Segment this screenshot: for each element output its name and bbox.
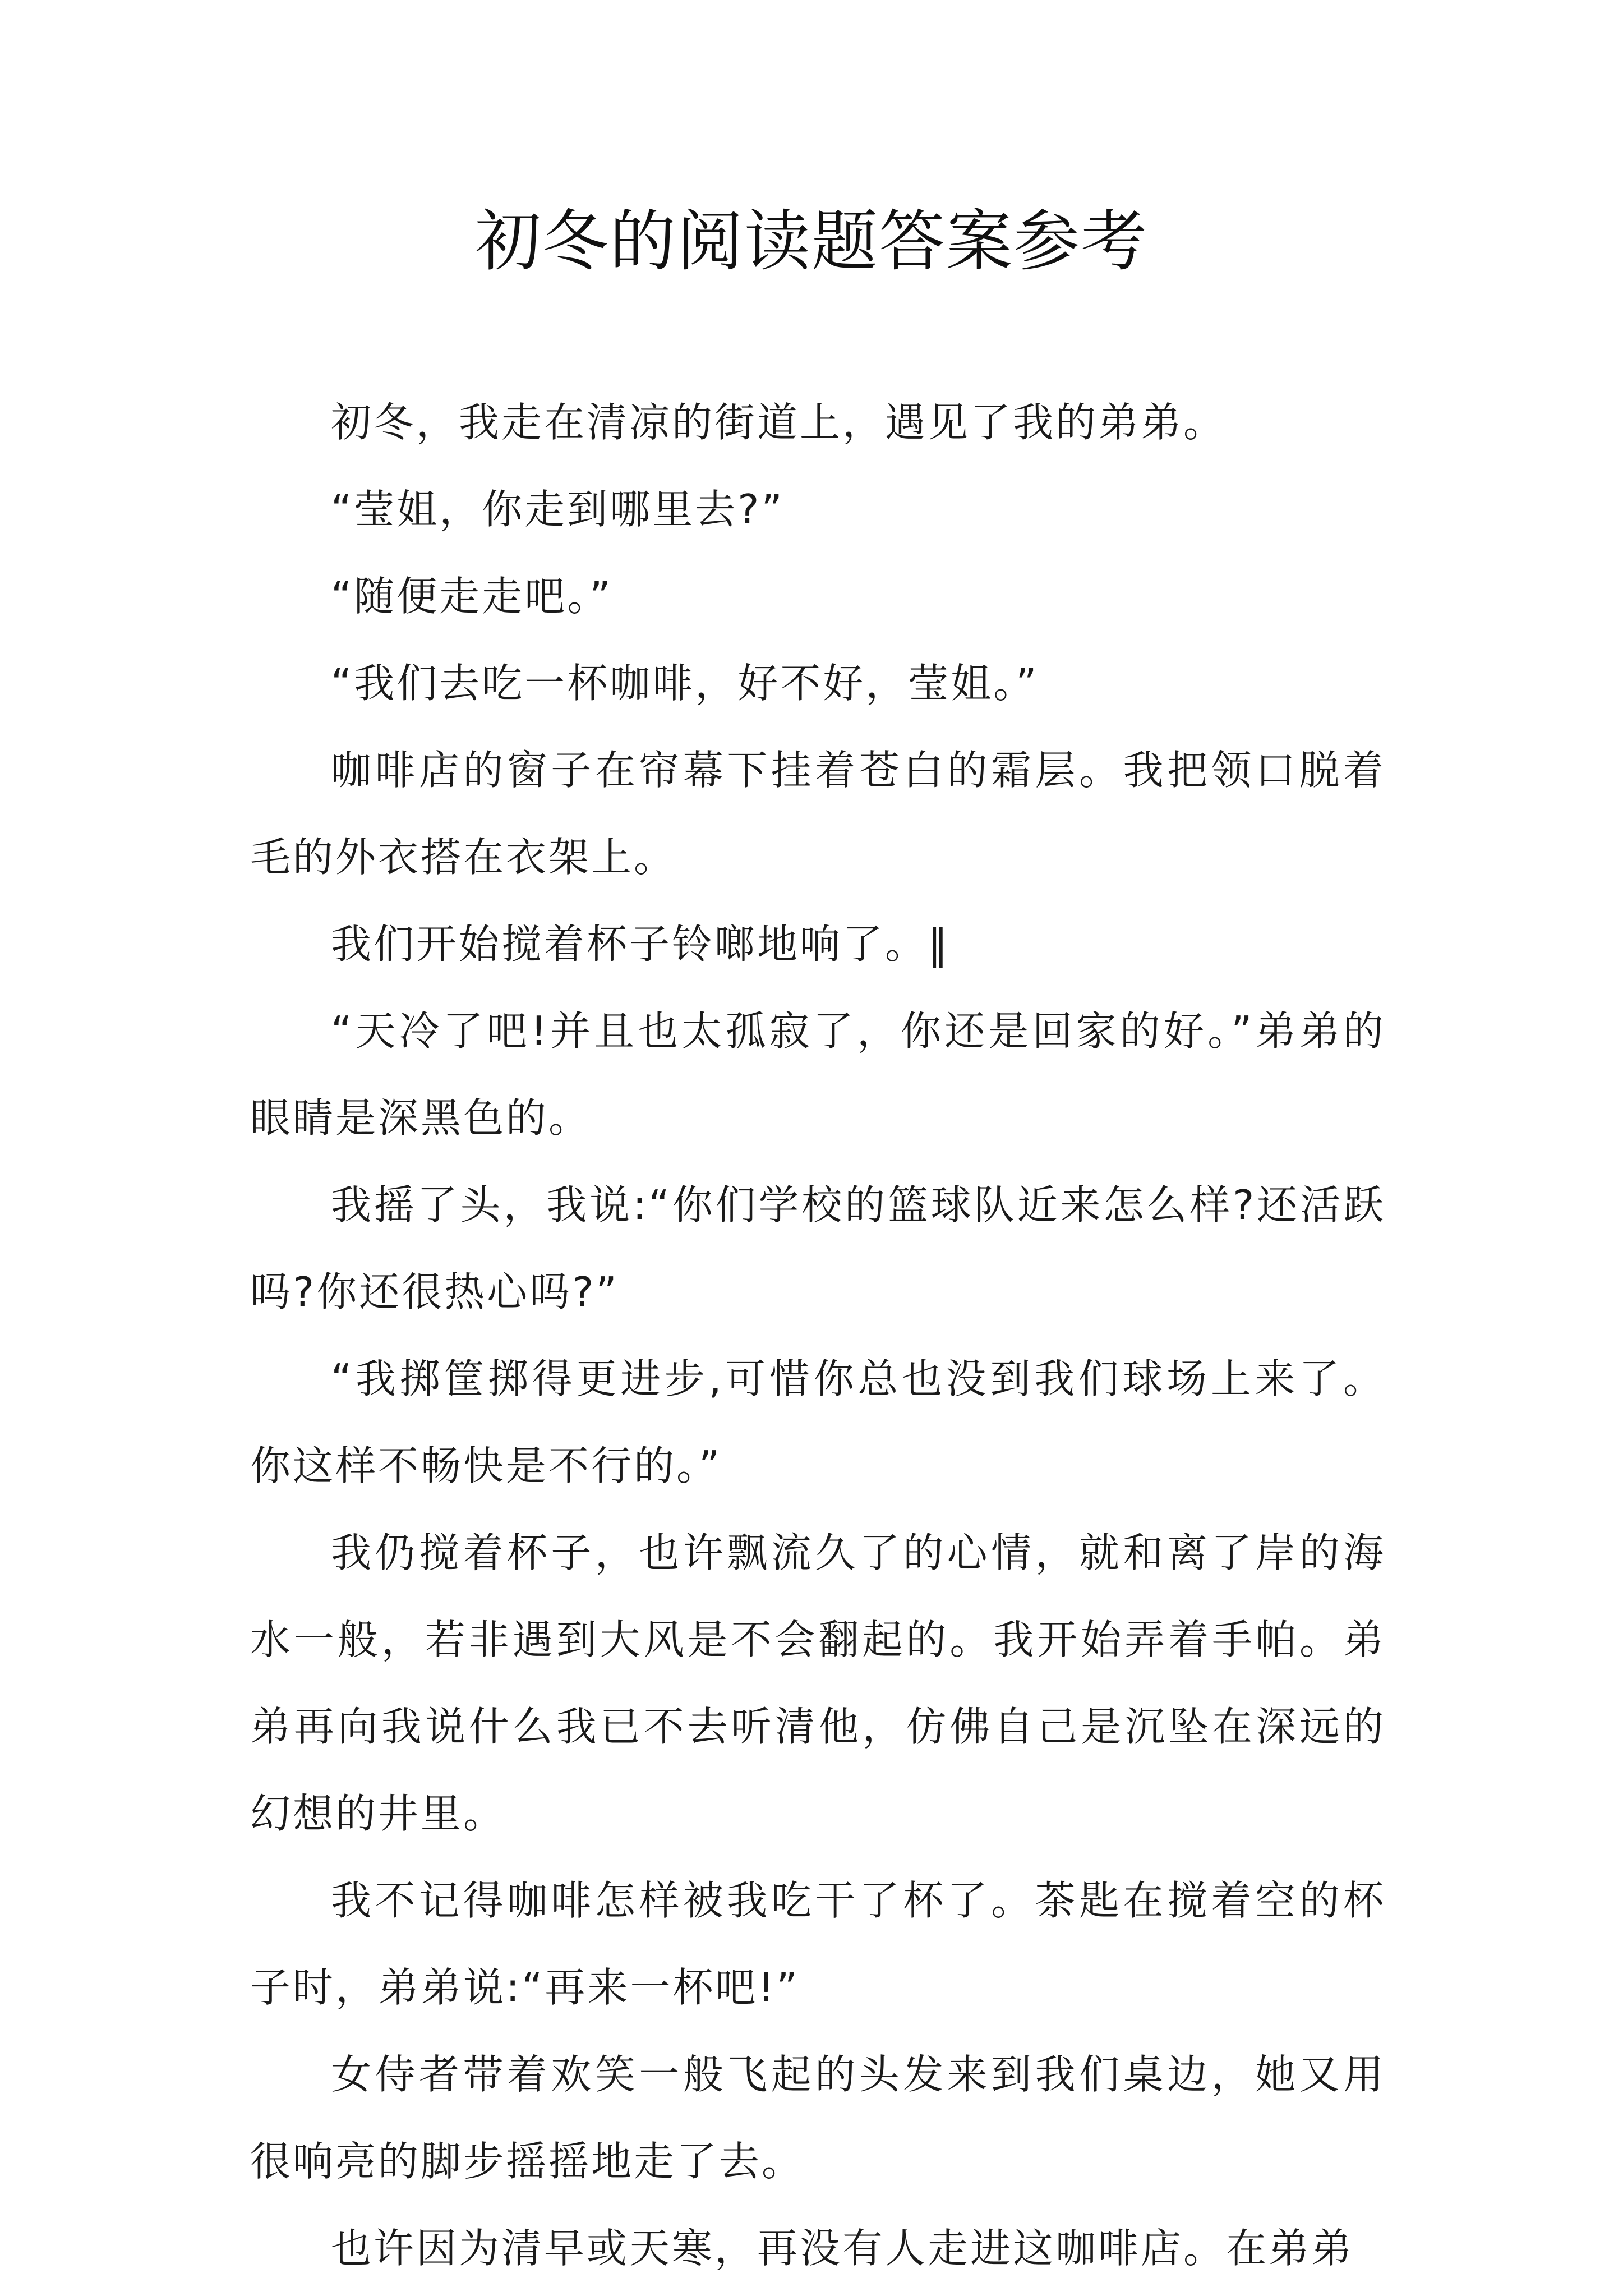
paragraph: 我不记得咖啡怎样被我吃干了杯了。茶匙在搅着空的杯子时，弟弟说:“再来一杯吧!” bbox=[250, 1877, 1386, 2011]
paragraph: “天冷了吧!并且也太孤寂了，你还是回家的好。”弟弟的眼睛是深黑色的。 bbox=[250, 1007, 1386, 1142]
paragraph: “随便走走吧。” bbox=[331, 573, 613, 620]
paragraph: 我摇了头，我说:“你们学校的篮球队近来怎么样?还活跃吗?你还很热心吗?” bbox=[250, 1181, 1386, 1315]
paragraph: 咖啡店的窗子在帘幕下挂着苍白的霜层。我把领口脱着毛的外衣搭在衣架上。 bbox=[250, 747, 1386, 881]
document-body bbox=[250, 379, 1386, 2292]
paragraph: “莹姐，你走到哪里去?” bbox=[331, 486, 785, 533]
paragraph: “我掷筐掷得更进步,可惜你总也没到我们球场上来了。你这样不畅快是不行的。” bbox=[250, 1355, 1386, 1489]
paragraph: 我仍搅着杯子，也许飘流久了的心情，就和离了岸的海水一般，若非遇到大风是不会翻起的。我开始弄着手帕。弟弟再向我说什么我已不去听清他，仿佛自己是沉坠在深远的幻想的井里。 bbox=[250, 1529, 1386, 1837]
paragraph: 初冬，我走在清凉的街道上，遇见了我的弟弟。 bbox=[331, 399, 1227, 446]
document-title: 初冬的阅读题答案参考 bbox=[474, 203, 1148, 280]
paragraph: “我们去吃一杯咖啡，好不好，莹姐。” bbox=[331, 660, 1039, 707]
paragraph: 女侍者带着欢笑一般飞起的头发来到我们桌边，她又用很响亮的脚步摇摇地走了去。 bbox=[250, 2051, 1386, 2185]
paragraph: 也许因为清早或天寒，再没有人走进这咖啡店。在弟弟 bbox=[331, 2225, 1354, 2272]
paragraph: 我们开始搅着杯子铃啷地响了。‖ bbox=[331, 921, 951, 968]
